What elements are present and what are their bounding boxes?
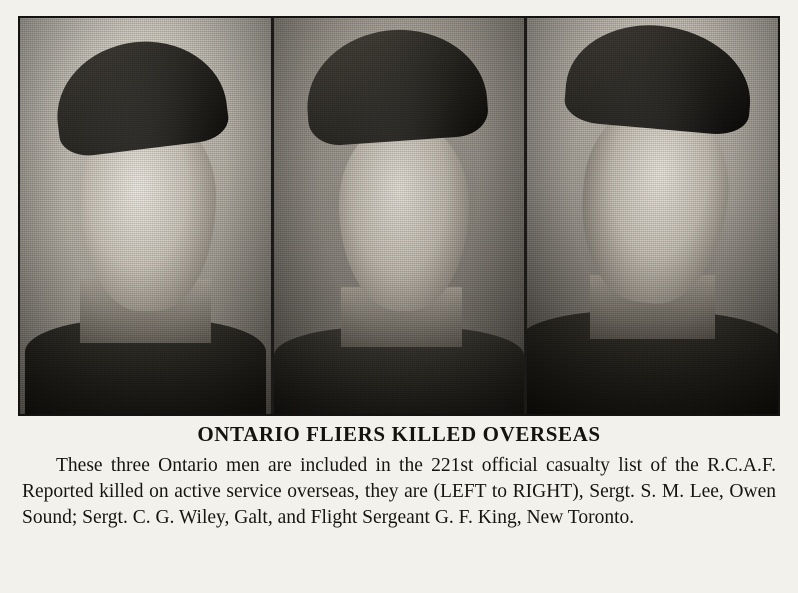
photo-strip	[18, 16, 780, 416]
caption-body-paragraph	[18, 453, 780, 531]
caption-block	[18, 422, 780, 531]
caption-body-text: These three Ontario men are included in the 221st official casualty list of the R.C.A.F. Reported killed on active service overseas, they are (LEFT to RIGHT), Sergt. S. M. Lee, Owen Sound; Sergt. C. G. Wiley, Galt, and Flight Sergeant G. F. King, New Toronto.	[22, 455, 776, 528]
caption-headline: ONTARIO FLIERS KILLED OVERSEAS	[197, 422, 601, 446]
portrait-right	[527, 18, 778, 414]
portrait-centre	[274, 18, 525, 414]
portrait-centre-face	[339, 121, 469, 311]
portrait-left	[20, 18, 271, 414]
